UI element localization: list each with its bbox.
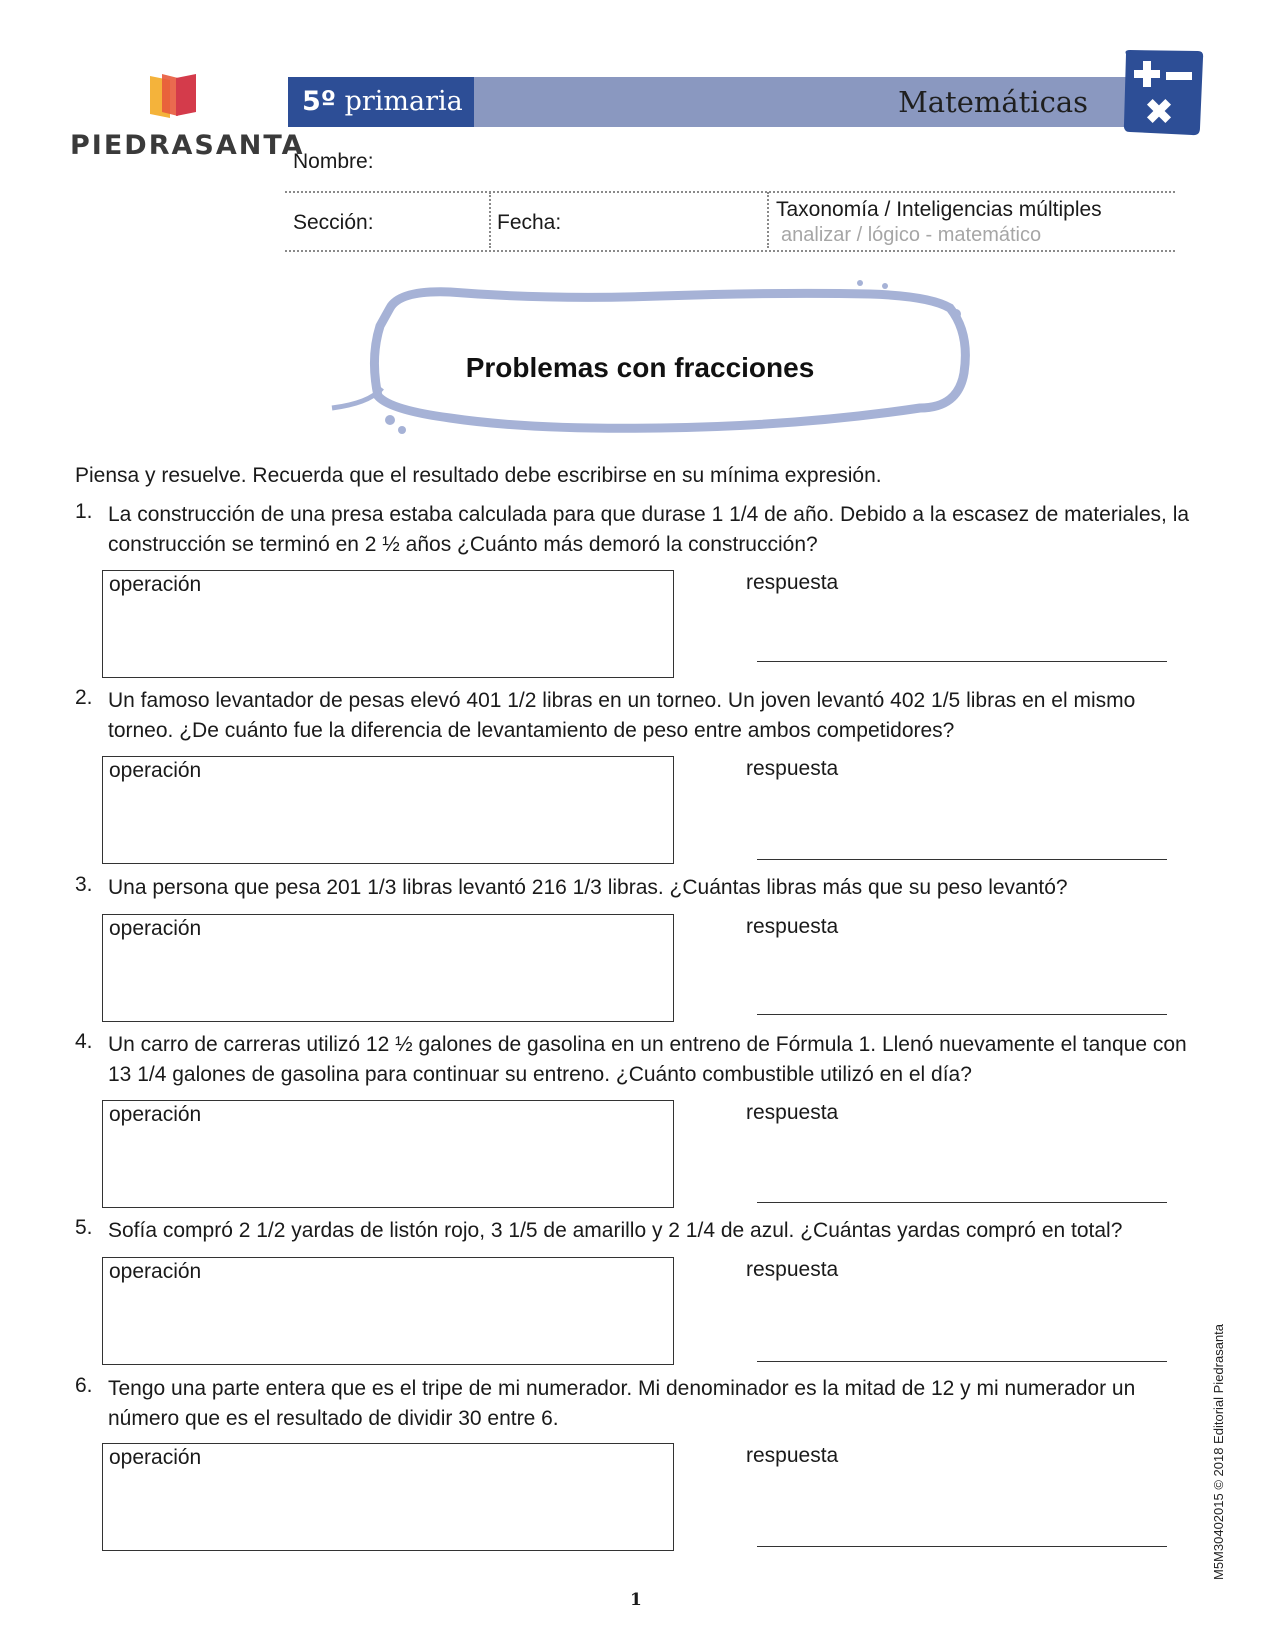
answer-line[interactable] [757,1202,1167,1203]
question-number: 4. [75,1030,93,1053]
question-text: Una persona que pesa 201 1/3 libras levantó 216 1/3 libras. ¿Cuántas libras más que su peso levantó? [108,876,1068,899]
operation-box[interactable] [102,1257,674,1365]
operation-label: operación [109,1103,202,1126]
question-text: Sofía compró 2 1/2 yardas de listón rojo, 3 1/5 de amarillo y 2 1/4 de azul. ¿Cuántas yardas compró en total? [108,1219,1123,1242]
question-number: 6. [75,1374,93,1397]
operation-box[interactable] [102,756,674,864]
answer-label: respuesta [746,1444,839,1467]
field-divider-vertical-1 [489,192,491,248]
answer-line[interactable] [757,1361,1167,1362]
question-text: Un carro de carreras utilizó 12 ½ galones de gasolina en un entreno de Fórmula 1. Llenó nuevamente el tanque con 13 1/4 galones de gasolina para continuar su entreno. ¿Cuánto combustible utilizó en el día? [108,1033,1187,1086]
answer-label: respuesta [746,1101,839,1124]
publisher-logo-text: PIEDRASANTA [70,130,305,161]
field-divider-top [285,191,1175,193]
answer-label: respuesta [746,571,839,594]
taxonomy-label: Taxonomía / Inteligencias múltiples [776,198,1102,221]
copyright-vertical-text: M5M30402015 © 2018 Editorial Piedrasanta [1211,1323,1226,1580]
taxonomy-subtitle: analizar / lógico - matemático [781,224,1042,246]
answer-line[interactable] [757,1546,1167,1547]
operation-label: operación [109,1446,202,1469]
question-number: 1. [75,500,93,523]
answer-line[interactable] [757,859,1167,860]
page-number: 1 [630,1590,642,1610]
section-field-label: Sección: [293,211,374,234]
page-title: Problemas con fracciones [465,352,815,383]
answer-label: respuesta [746,915,839,938]
operation-box[interactable] [102,1100,674,1208]
open-book-logo-icon [148,72,198,120]
operation-label: operación [109,1260,202,1283]
question-text: Tengo una parte entera que es el tripe de mi numerador. Mi denominador es la mitad de 12 y mi numerador un número que es el resultado de dividir 30 entre 6. [108,1377,1136,1430]
question-text: La construcción de una presa estaba calculada para que durase 1 1/4 de año. Debido a la escasez de materiales, la construcción se terminó en 2 ½ años ¿Cuánto más demoró la construcción? [108,503,1190,556]
question-text: Un famoso levantador de pesas elevó 401 1/2 libras en un torneo. Un joven levantó 402 1/5 libras en el mismo torneo. ¿De cuánto fue la diferencia de levantamiento de peso entre ambos competidores? [108,689,1136,742]
answer-label: respuesta [746,757,839,780]
math-operations-icon [1120,48,1204,138]
answer-label: respuesta [746,1258,839,1281]
answer-line[interactable] [757,1014,1167,1015]
operation-label: operación [109,917,202,940]
operation-box[interactable] [102,570,674,678]
operation-label: operación [109,573,202,596]
grade-number: 5º [302,86,337,117]
grade-label: primaria [344,86,463,117]
question-number: 5. [75,1216,93,1239]
answer-line[interactable] [757,661,1167,662]
grade-badge [288,77,474,127]
question-number: 3. [75,873,93,896]
subject-title: Matemáticas [898,85,1088,119]
instructions-text: Piensa y resuelve. Recuerda que el resultado debe escribirse en su mínima expresión. [75,464,882,487]
question-number: 2. [75,686,93,709]
operation-box[interactable] [102,1443,674,1551]
field-divider-bottom [285,250,1175,252]
date-field-label: Fecha: [497,211,562,234]
operation-box[interactable] [102,914,674,1022]
field-divider-vertical-2 [767,192,769,248]
operation-label: operación [109,759,202,782]
name-field-label: Nombre: [293,150,374,173]
